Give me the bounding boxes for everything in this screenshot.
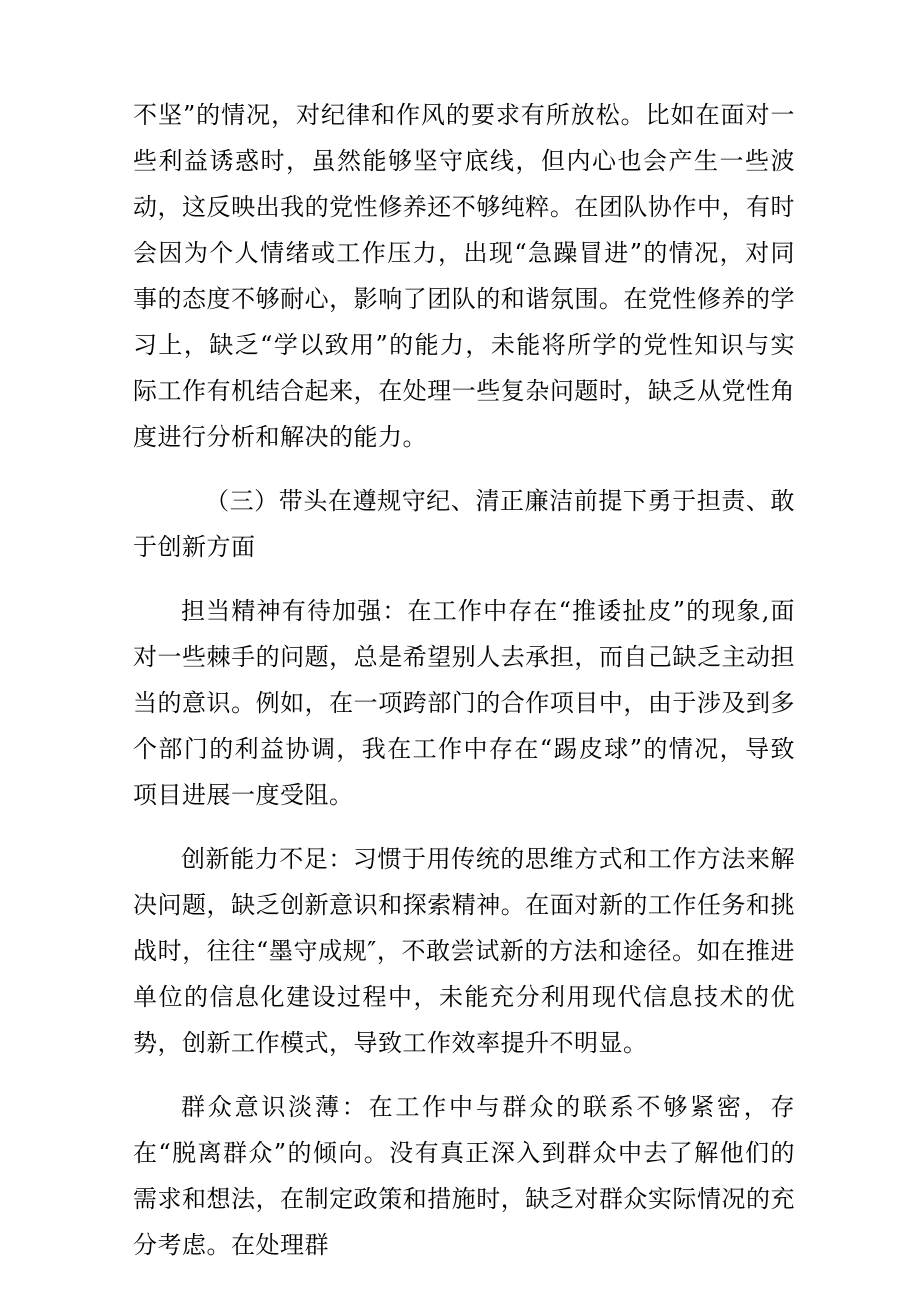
- paragraph-continuation: 不坚”的情况，对纪律和作风的要求有所放松。比如在面对一些利益诱惑时，虽然能够坚守底线，但内心也会产生一些波动，这反映出我的党性修养还不够纯粹。在团队协作中，有时会因为个人情绪或工作压力，出现“急躁冒进”的情况，对同事的态度不够耐心，影响了团队的和谐氛围。在党性修养的学习上，缺乏“学以致用”的能力，未能将所学的党性知识与实际工作有机结合起来，在处理一些复杂问题时，缺乏从党性角度进行分析和解决的能力。: [133, 101, 795, 451]
- paragraph-mass-awareness: 群众意识淡薄：在工作中与群众的联系不够紧密，存在“脱离群众”的倾向。没有真正深入到群众中去了解他们的需求和想法，在制定政策和措施时，缺乏对群众实际情况的充分考虑。在处理群: [133, 1093, 795, 1259]
- paragraph-innovation: 创新能力不足：习惯于用传统的思维方式和工作方法来解决问题，缺乏创新意识和探索精神。在面对新的工作任务和挑战时，往往“墨守成规″，不敢尝试新的方法和途径。如在推进单位的信息化建设过程中，未能充分利用现代信息技术的优势，创新工作模式，导致工作效率提升不明显。: [133, 845, 795, 1057]
- document-body: [133, 92, 795, 1286]
- section-heading-three: （三）带头在遵规守纪、清正廉洁前提下勇于担责、敢于创新方面: [133, 487, 795, 561]
- paragraph-responsibility: 担当精神有待加强：在工作中存在“推诿扯皮”的现象,面对一些棘手的问题，总是希望别人去承担，而自己缺乏主动担当的意识。例如，在一项跨部门的合作项目中，由于涉及到多个部门的利益协调，我在工作中存在“踢皮球”的情况，导致项目进展一度受阻。: [133, 597, 795, 809]
